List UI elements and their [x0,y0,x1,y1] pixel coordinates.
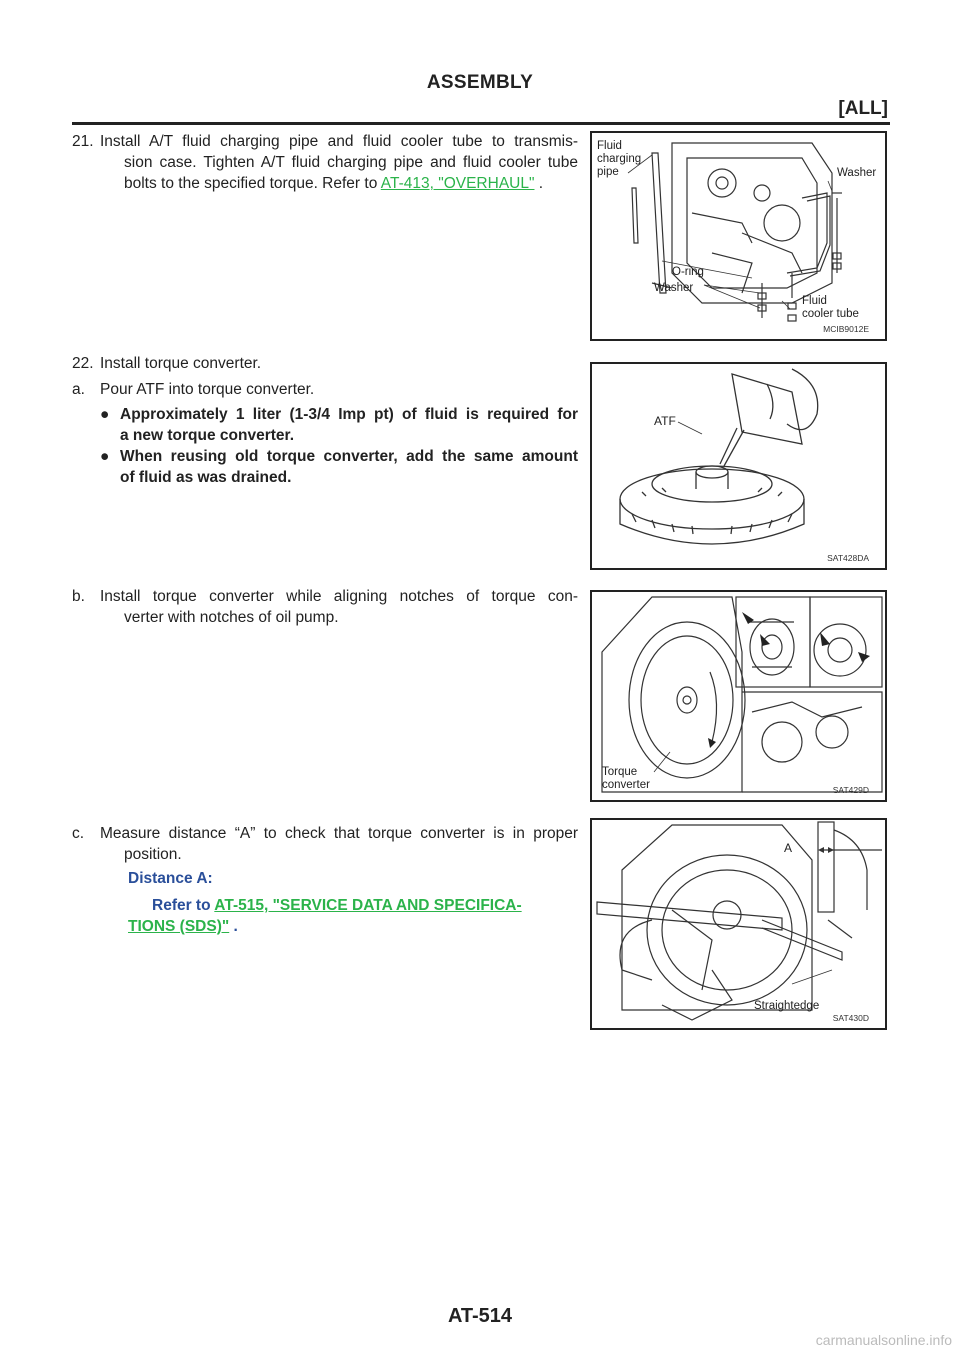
step-c-line-2: position. [124,846,182,863]
applicability-tag: [ALL] [838,98,888,119]
step-c-line-1: Measure distance “A” to check that torque converter is in proper [100,825,578,842]
figure-code-2: SAT428DA [827,553,869,563]
label-pipe: pipe [597,166,619,178]
figure-atf-pour [590,362,887,570]
label-converter: converter [602,779,650,791]
step-21-text: bolts to the specified torque. Refer to [124,175,381,192]
spec-end: . [229,918,238,935]
step-22-text: Install torque converter. [100,355,262,372]
page-number: AT-514 [447,1305,513,1327]
label-cooler-tube: cooler tube [802,308,859,320]
step-b-line-2: verter with notches of oil pump. [124,609,339,626]
figure-charging-pipe [590,131,887,341]
sds-link-part-2[interactable]: TIONS (SDS)" [128,918,230,935]
step-21-number: 21. [72,133,94,150]
distance-a-label: Distance A: [128,870,213,887]
label-fluid-cooler: Fluid [802,295,827,307]
step-21-end: . [534,175,544,192]
label-washer-top: Washer [837,167,877,179]
sds-link-part-1[interactable]: AT-515, "SERVICE DATA AND SPECIFICA- [214,897,522,914]
distance-a-refer-line [152,895,578,916]
bullet-1-line-2: a new torque converter. [120,427,294,444]
label-torque: Torque [602,766,638,778]
distance-measure-drawing [592,820,885,1028]
atf-pour-drawing [592,364,885,568]
label-atf: ATF [654,414,676,428]
label-charging: charging [597,153,642,165]
step-b-line-1: Install torque converter while aligning notches of torque con- [100,588,578,605]
refer-to-text: Refer to [152,897,215,914]
label-fluid: Fluid [597,140,622,152]
figure-code-1: MCIB9012E [823,324,869,334]
step-a-number: a. [72,381,85,398]
header-rule [72,122,890,125]
bullet-dot-2: ● [100,448,110,465]
bullet-2-line-1: When reusing old torque converter, add the same amount [120,448,578,465]
step-21-line-2: sion case. Tighten A/T fluid charging pipe and fluid cooler tube [124,154,578,171]
figure-code-3: SAT429D [832,785,869,795]
bullet-new-converter [100,404,578,446]
watermark: carmanualsonline.info [815,1332,952,1348]
label-washer-bottom: Washer [654,282,694,294]
label-distance-a: A [784,841,793,855]
label-straightedge: Straightedge [754,1000,820,1012]
figure-converter-install [590,590,887,802]
bullet-1-line-1: Approximately 1 liter (1-3/4 Imp pt) of fluid is required for [120,406,578,423]
page-title: ASSEMBLY [426,72,534,93]
figure-distance-measure [590,818,887,1030]
step-c-number: c. [72,825,85,842]
step-b-number: b. [72,588,85,605]
figure-code-4: SAT430D [832,1013,869,1023]
bullet-dot-1: ● [100,406,110,423]
step-a-text: Pour ATF into torque converter. [100,381,315,398]
overhaul-link[interactable]: AT-413, "OVERHAUL" [380,175,535,192]
step-21-line-1: Install A/T fluid charging pipe and fluid cooler tube to transmis- [100,133,578,150]
distance-a-refer-line-2 [128,916,578,937]
step-22-number: 22. [72,355,94,372]
step-21-line-3 [124,173,578,194]
bullet-reused-converter [100,446,578,488]
bullet-2-line-2: of fluid as was drained. [120,469,292,486]
label-o-ring: O-ring [672,266,704,278]
